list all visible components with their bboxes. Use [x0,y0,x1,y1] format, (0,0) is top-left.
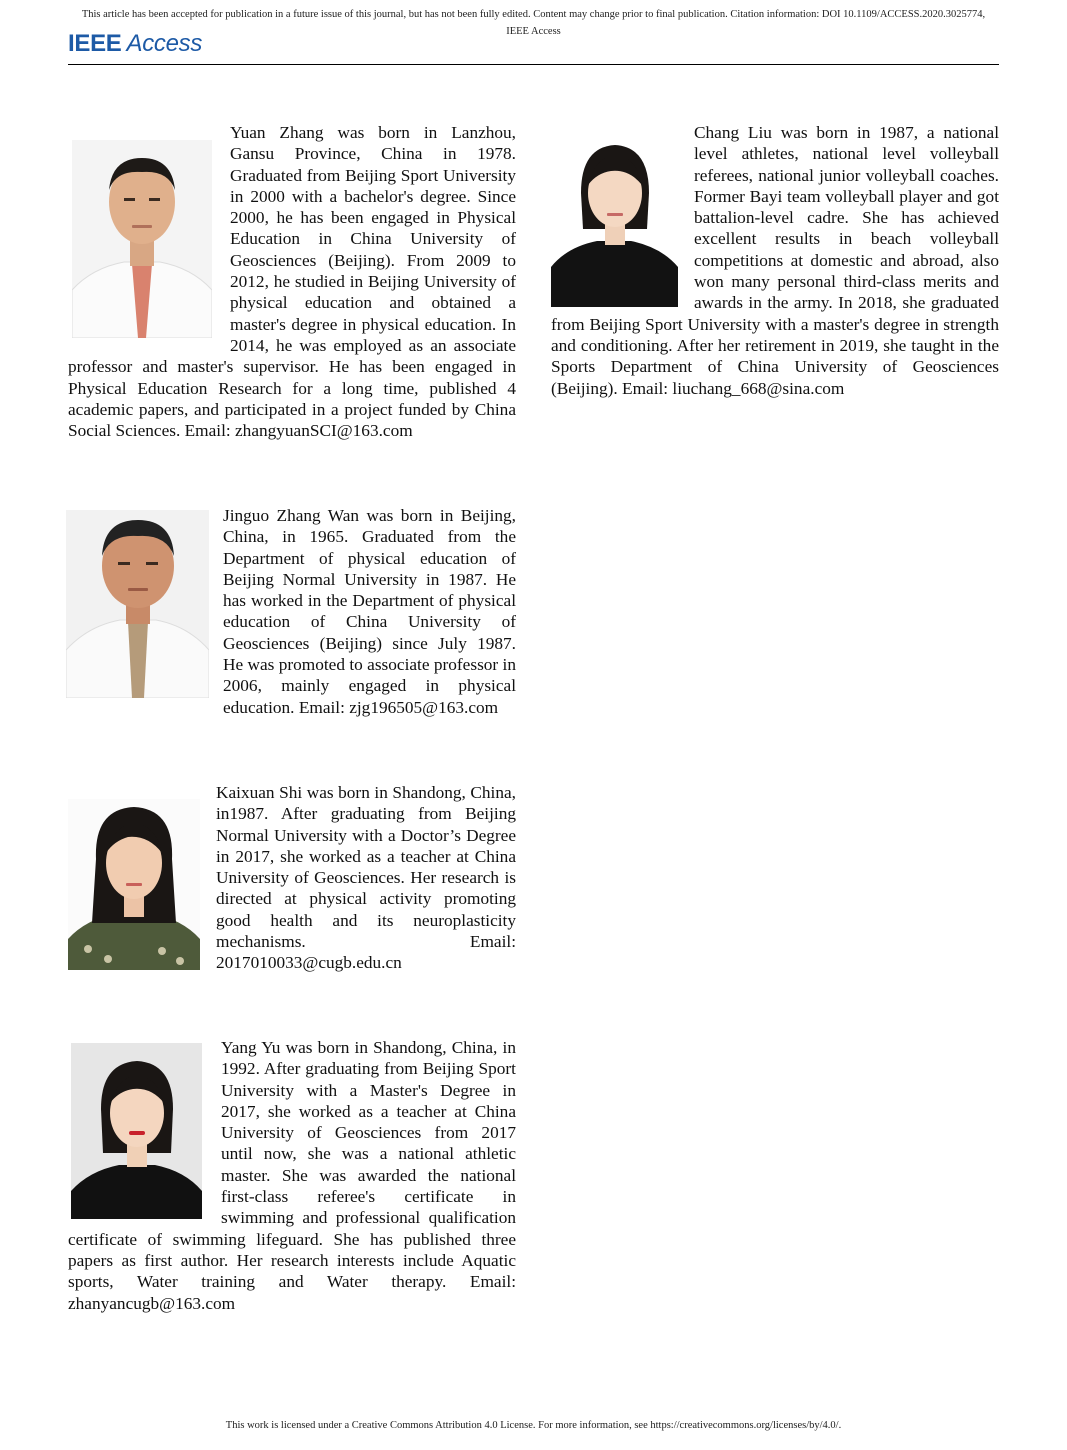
license-footer: This work is licensed under a Creative Commons Attribution 4.0 License. For more information, see https://creativecommons.org/licenses/by/4.0/. [225,1420,842,1431]
bio-kaixuan-shi [68,782,516,974]
bio-yang-yu [68,1037,516,1314]
logo-ieee: IEEE [68,30,122,57]
bio-chang-liu [551,122,999,399]
header-rule [68,64,999,65]
bio-jinguo-zhang-wan [68,505,516,718]
portrait-photo [551,133,678,307]
bio-text: Yang Yu was born in Shandong, China, in 1992. After graduating from Beijing Sport University with a Master's Degree in 2017, she worked as a teacher at China University of Geosciences from 2017 until now, she was a national athletic master. She was awarded the national first-class referee's certificate in swimming and professional qualification certificate of swimming lifeguard. She has published three papers as first author. Her research interests include Aquatic sports, Water training and Water therapy. Email: zhanyancugb@163.com [68,1038,516,1313]
logo-access: Access [126,30,203,57]
bio-text: Jinguo Zhang Wan was born in Beijing, China, in 1965. Graduated from the Department of physical education of Beijing Normal University in 1987. He has worked in the Department of physical education of China University of Geosciences (Beijing) since July 1987. He was promoted to associate professor in 2006, mainly engaged in physical education. Email: zjg196505@163.com [223,506,516,717]
portrait-photo [68,799,200,970]
ieee-access-logo [68,30,202,58]
bio-text: Yuan Zhang was born in Lanzhou, Gansu Province, China in 1978. Graduated from Beijing Sport University in 2000 with a bachelor's degree. Since 2000, he has been engaged in Physical Education in China University of Geosciences (Beijing). From 2009 to 2012, he studied in Beijing University of physical education and obtained a master's degree in physical education. In 2014, he was employed as an associate professor and master's supervisor. He has been engaged in Physical Education Research for a long time, published 4 academic papers, and participated in a project funded by China Social Sciences. Email: zhangyuanSCI@163.com [68,123,516,441]
bio-text: Kaixuan Shi was born in Shandong, China, in1987. After graduating from Beijing Normal University with a Doctor’s Degree in 2017, she worked as a teacher at China University of Geosciences. Her research is directed at physical activity promoting good health and its neuroplasticity mechanisms. Email: 2017010033@cugb.edu.cn [216,783,516,973]
portrait-photo [66,510,209,698]
portrait-photo [72,140,212,338]
portrait-photo [71,1043,202,1219]
publication-notice: This article has been accepted for publication in a future issue of this journal, but has not been fully edited. Content may change prior to final publication. Citation information: DOI 10.1109/ACCESS.2020.3025774, IEEE Access [81,9,986,37]
bio-yuan-zhang [68,122,516,441]
bio-text: Chang Liu was born in 1987, a national level athletes, national level volleyball referees, national junior volleyball coaches. Former Bayi team volleyball player and got battalion-level cadre. She has achieved excellent results in beach volleyball competitions at domestic and abroad, also won many personal third-class merits and awards in the army. In 2018, she graduated from Beijing Sport University with a master's degree in strength and conditioning. After her retirement in 2019, she taught in the Sports Department of China University of Geosciences (Beijing). Email: liuchang_668@sina.com [551,123,999,398]
